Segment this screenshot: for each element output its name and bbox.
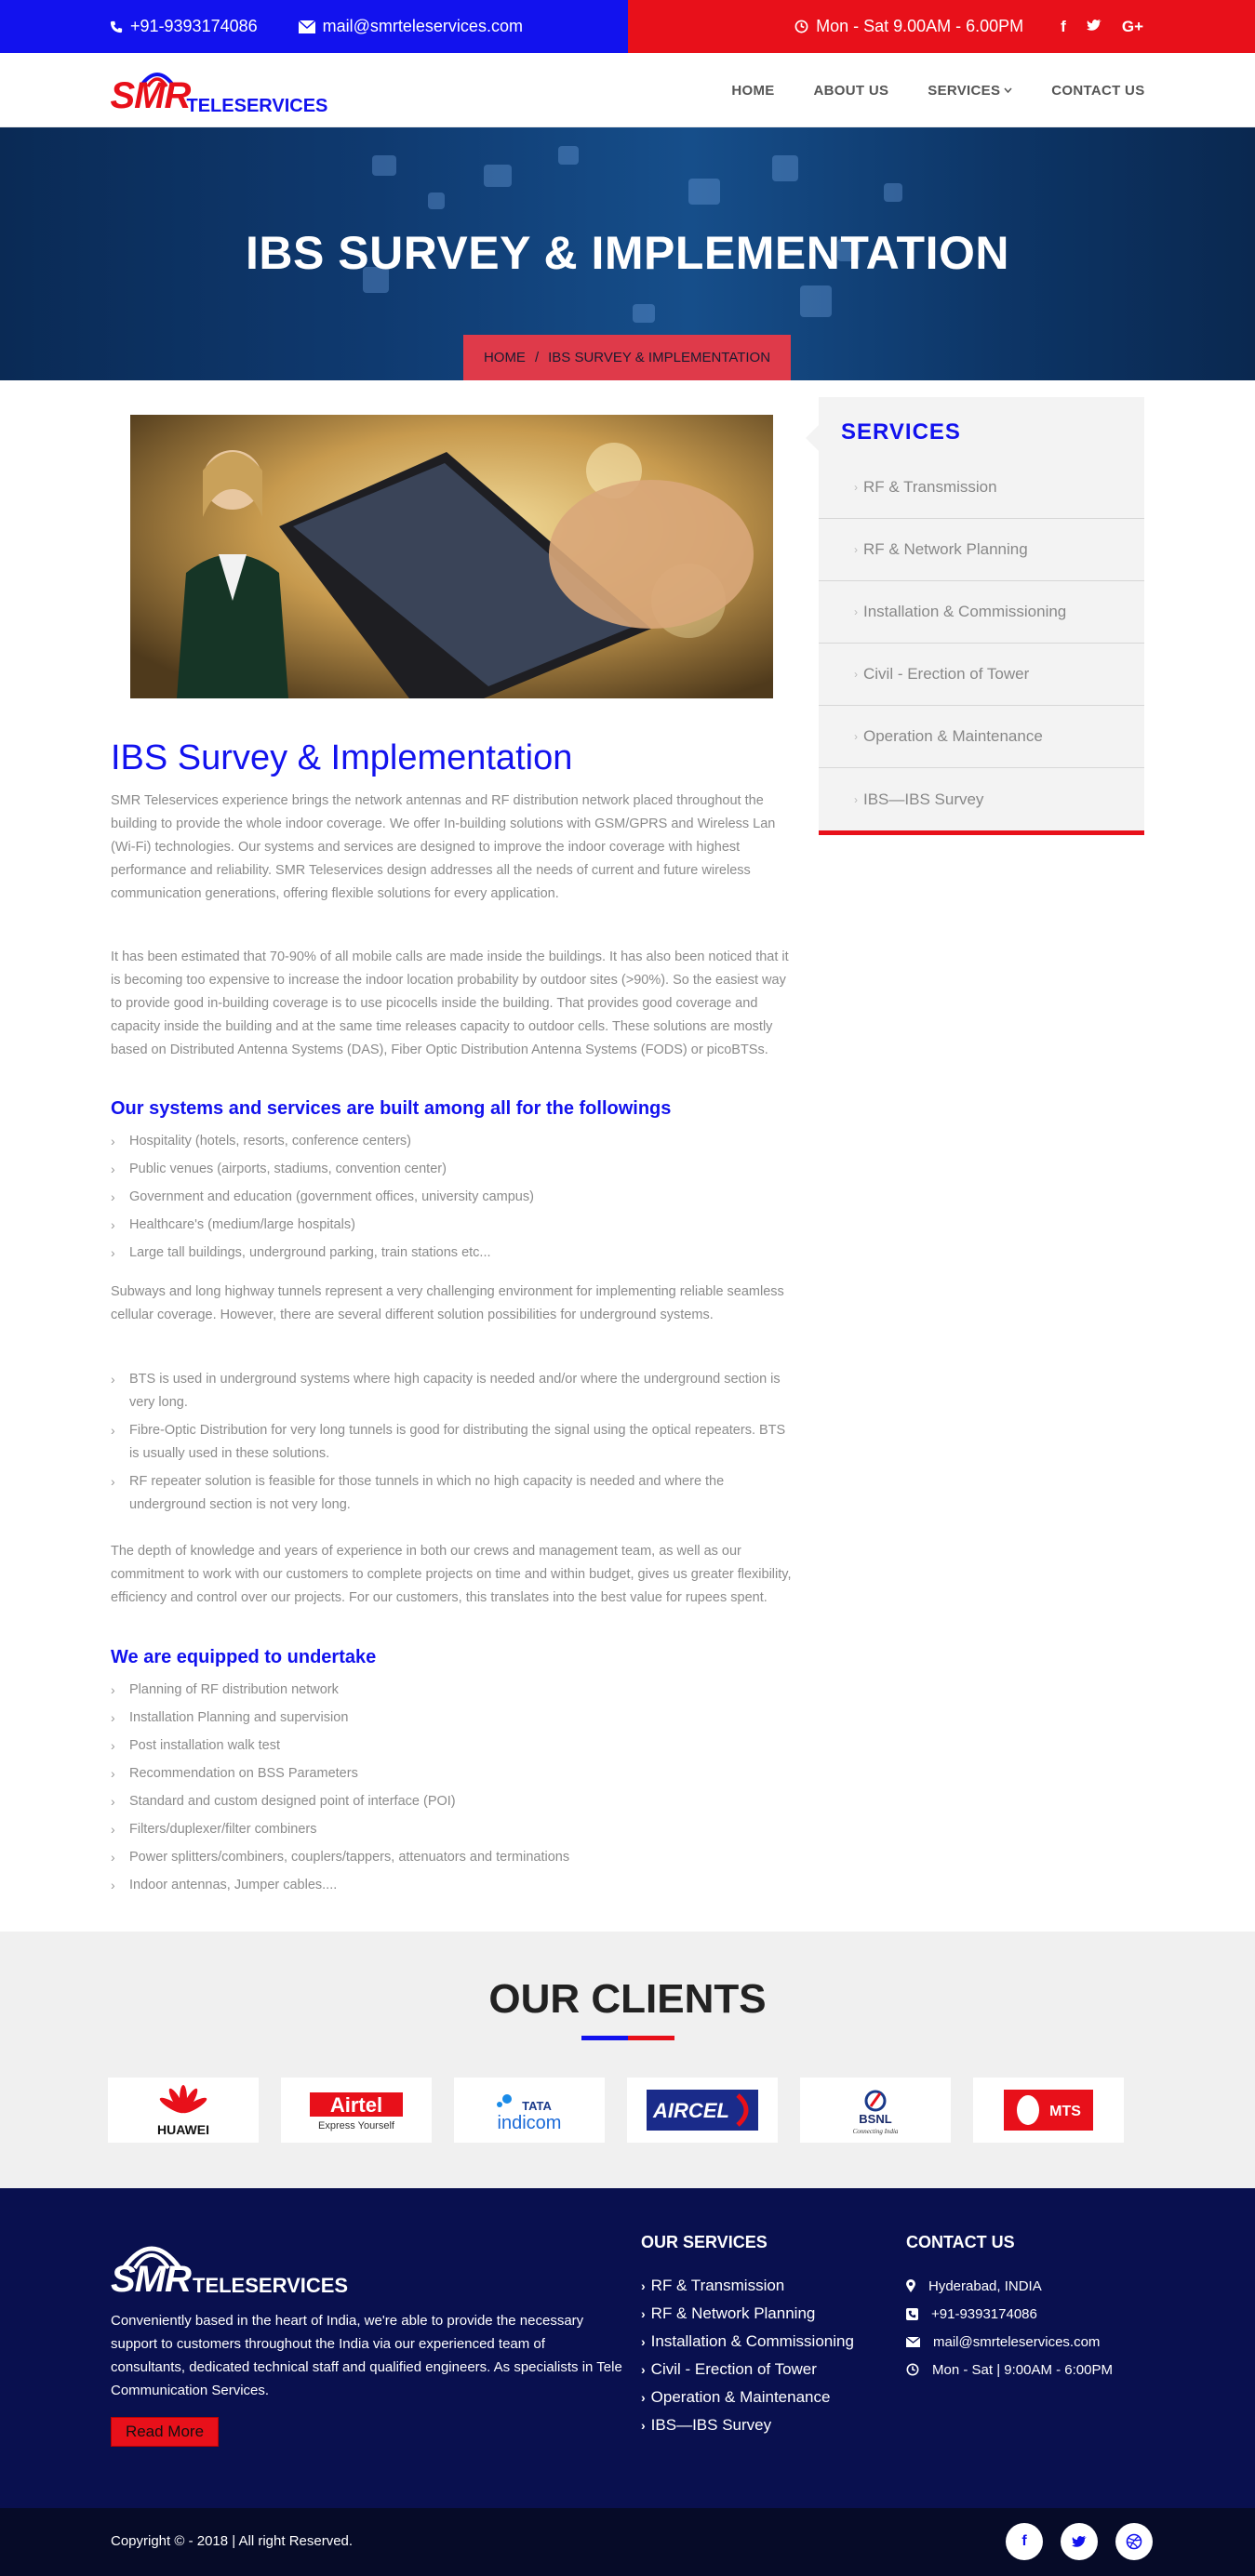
nav-services[interactable] [928,83,1012,99]
footer-services-title: OUR SERVICES [641,2233,768,2251]
chevron-right-icon: › [111,1372,115,1387]
systems-list [111,1130,793,1269]
envelope-icon [299,20,315,33]
footer-contact-list [906,2272,1113,2383]
page-title: IBS SURVEY & IMPLEMENTATION [246,227,1009,279]
client-logo-huawei [108,2078,259,2143]
banner-decoration [428,193,445,209]
svg-text:BSNL: BSNL [859,2112,892,2126]
chevron-right-icon: › [111,1878,115,1892]
chevron-right-icon: › [111,1738,115,1753]
dribbble-icon[interactable] [1115,2523,1153,2560]
client-logos [108,2078,1124,2143]
google-plus-icon[interactable]: G+ [1121,17,1143,35]
breadcrumb [463,335,791,380]
chevron-right-icon: › [111,1217,115,1232]
list-item: › Standard and custom designed point of interface (POI) [111,1790,793,1818]
top-hours-text: Mon - Sat 9.00AM - 6.00PM [816,17,1024,35]
breadcrumb-home[interactable]: HOME [483,350,526,365]
chevron-right-icon: › [641,2278,646,2293]
footer-logo[interactable] [111,2233,371,2307]
chevron-right-icon: › [854,668,858,681]
service-image [130,415,773,698]
banner-decoration [688,179,720,205]
top-hours [794,17,1023,36]
chevron-right-icon: › [111,1766,115,1781]
page-banner [0,127,1255,380]
banner-decoration [772,155,798,181]
phone-icon [906,2308,918,2320]
copyright: Copyright © - 2018 | All right Reserved. [111,2533,354,2549]
footer-phone[interactable]: +91-9393174086 [906,2300,1113,2328]
service-heading: IBS Survey & Implementation [111,738,573,777]
svg-text:Express Yourself: Express Yourself [318,2120,394,2131]
banner-decoration [372,155,396,176]
client-logo-bsnl [800,2078,951,2143]
sidebar-item-network-planning[interactable]: › RF & Network Planning [819,519,1144,581]
svg-text:HUAWEI: HUAWEI [157,2122,209,2137]
chevron-right-icon: › [111,1710,115,1725]
list-item: › Post installation walk test [111,1734,793,1762]
footer-hours: Mon - Sat | 9:00AM - 6:00PM [906,2356,1113,2383]
systems-subheading: Our systems and services are built among all for the followings [111,1098,672,1119]
bottom-bar [0,2508,1255,2576]
banner-decoration [484,165,512,187]
site-logo[interactable] [110,62,328,118]
list-item: › Large tall buildings, underground parking, train stations etc... [111,1242,793,1269]
chevron-right-icon: › [111,1162,115,1176]
chevron-right-icon: › [111,1822,115,1837]
footer-service-link[interactable]: › Civil - Erection of Tower [641,2360,817,2378]
chevron-right-icon: › [854,481,858,494]
chevron-right-icon: › [641,2306,646,2321]
footer-about: Conveniently based in the heart of India, we're able to provide the necessary support to customers throughout the India via our experienced team of consultants, dedicated technical staff and qualified engineers. As specialists in Tele Communication Services. [111,2313,622,2398]
sidebar-item-installation[interactable]: › Installation & Commissioning [819,581,1144,644]
nav-contact[interactable]: CONTACT US [1051,82,1145,99]
sidebar-notch [806,425,819,451]
client-logo-tata-indicom [454,2078,605,2143]
chevron-right-icon: › [854,792,858,806]
clock-icon [906,2363,919,2376]
chevron-right-icon: › [854,730,858,743]
footer-contact-title: CONTACT US [906,2233,1015,2251]
sidebar-item-operation[interactable]: › Operation & Maintenance [819,706,1144,768]
site-footer [0,2188,1255,2508]
list-item: › Power splitters/combiners, couplers/tappers, attenuators and terminations [111,1846,793,1874]
chevron-right-icon: › [111,1682,115,1697]
top-bar-hours [628,0,1255,53]
phone-icon [110,20,123,33]
twitter-icon[interactable] [1087,18,1101,36]
breadcrumb-separator: / [534,350,540,365]
footer-services-list [641,2272,854,2439]
client-logo-aircel [627,2078,778,2143]
clock-icon [794,20,808,33]
facebook-icon[interactable]: f [1061,17,1066,35]
chevron-right-icon: › [111,1189,115,1204]
chevron-right-icon: › [111,1850,115,1865]
clients-title: OUR CLIENTS [488,1976,767,2022]
footer-logo-sub: TELESERVICES [193,2274,349,2297]
footer-email[interactable]: mail@smrteleservices.com [906,2328,1113,2356]
footer-service-link[interactable]: › Operation & Maintenance [641,2388,831,2406]
top-bar [0,0,1255,53]
content-area [0,380,1255,1933]
banner-decoration [800,285,832,317]
chevron-right-icon: › [641,2334,646,2349]
top-bar-contact [0,0,628,53]
footer-social [1006,2523,1153,2560]
nav-services-label: SERVICES [928,82,1001,99]
equipped-subheading: We are equipped to undertake [111,1647,377,1667]
chevron-right-icon: › [111,1245,115,1260]
chevron-right-icon: › [854,605,858,618]
list-item: › Recommendation on BSS Parameters [111,1762,793,1790]
sidebar-title: SERVICES [841,419,961,445]
footer-service-link[interactable]: › RF & Network Planning [641,2304,816,2322]
chevron-right-icon: › [111,1794,115,1809]
footer-service-link[interactable]: › RF & Transmission [641,2277,785,2294]
banner-decoration [633,304,655,323]
title-underline [581,2036,674,2040]
list-item: › Planning of RF distribution network [111,1679,793,1706]
footer-service-link[interactable]: › Installation & Commissioning [641,2332,854,2350]
list-item: › Fibre-Optic Distribution for very long tunnels is good for distributing the signal using the optical repeaters. BTS is usually used in these solutions. [111,1419,793,1466]
chevron-right-icon: › [641,2390,646,2405]
sidebar-item-rf-transmission[interactable]: › RF & Transmission [819,457,1144,519]
envelope-icon [906,2337,920,2347]
main-navbar [0,53,1255,127]
chevron-right-icon: › [111,1423,115,1438]
clients-section [0,1932,1255,2188]
list-item: › BTS is used in underground systems where high capacity is needed and/or where the underground section is very long. [111,1368,793,1414]
subway-paragraph: Subways and long highway tunnels represent a very challenging environment for implementing reliable seamless cellular coverage. However, there are several different solution possibilities for underground systems. [111,1284,784,1322]
chevron-right-icon: › [111,1474,115,1489]
nav-about[interactable]: ABOUT US [813,82,889,99]
top-phone[interactable] [110,17,258,36]
top-email[interactable] [299,17,523,36]
top-email-text: mail@smrteleservices.com [322,17,523,35]
map-marker-icon [906,2279,915,2292]
svg-text:Connecting India: Connecting India [852,2128,899,2135]
list-item: › Indoor antennas, Jumper cables.... [111,1874,793,1902]
twitter-icon[interactable] [1061,2523,1098,2560]
equipped-list [111,1679,793,1902]
footer-logo-brand: SMR [111,2259,191,2300]
chevron-right-icon: › [854,543,858,556]
list-item: › Public venues (airports, stadiums, convention center) [111,1158,793,1186]
top-phone-text: +91-9393174086 [130,17,258,35]
list-item: › Government and education (government offices, university campus) [111,1186,793,1214]
banner-decoration [558,146,579,165]
nav-menu [731,83,1144,99]
sidebar-item-civil-tower[interactable]: › Civil - Erection of Tower [819,644,1144,706]
client-logo-airtel [281,2078,432,2143]
chevron-down-icon [1004,87,1012,93]
estimate-paragraph: It has been estimated that 70-90% of all mobile calls are made inside the buildings. It has also been noticed that it is becoming too expensive to increase the indoor location probability by outdoor sites (>90%). So the easiest way to provide good in-building coverage is to use picocells inside the building. That provides good coverage and capacity inside the building and at the same time releases capacity to outdoor cells. These solutions are mostly based on Distributed Antenna Systems (DAS), Fiber Optic Distribution Antenna Systems (FODS) or picoBTSs. [111,949,789,1057]
services-sidebar [819,397,1144,835]
list-item: › Hospitality (hotels, resorts, conference centers) [111,1130,793,1158]
intro-paragraph: SMR Teleservices experience brings the network antennas and RF distribution network placed throughout the building to provide the whole indoor coverage. We offer In-building solutions with GSM/GPRS and Wireless Lan (Wi-Fi) technologies. Our systems and services are designed to improve the indoor coverage with highest performance and reliability. SMR Teleservices design addresses all the needs of current and future wireless communication generations, offering flexible solutions for every application. [111,793,776,901]
svg-text:indicom: indicom [497,2113,562,2133]
footer-location: Hyderabad, INDIA [906,2272,1113,2300]
chevron-right-icon: › [641,2362,646,2377]
sidebar-item-ibs[interactable]: › IBS—IBS Survey [854,790,984,808]
logo-brand: SMR [110,75,191,116]
logo-sub: TELESERVICES [186,96,328,116]
list-item: › RF repeater solution is feasible for those tunnels in which no high capacity is needed and where the underground section is not very long. [111,1470,793,1517]
svg-text:MTS: MTS [1049,2104,1081,2119]
client-logo-mts [973,2078,1124,2143]
svg-text:AIRCEL: AIRCEL [653,2099,729,2122]
list-item: › Filters/duplexer/filter combiners [111,1818,793,1846]
nav-home[interactable]: HOME [731,82,775,99]
list-item: › Installation Planning and supervision [111,1706,793,1734]
banner-decoration [884,183,902,202]
footer-service-link[interactable]: › IBS—IBS Survey [641,2416,772,2434]
svg-text:Airtel: Airtel [329,2093,383,2117]
chevron-right-icon: › [641,2418,646,2433]
list-item: › Healthcare's (medium/large hospitals) [111,1214,793,1242]
read-more-button[interactable]: Read More [111,2417,219,2447]
experience-paragraph: The depth of knowledge and years of experience in both our crews and management team, as well as our commitment to work with our customers to complete projects on time and within budget, gives us greater flexibility, efficiency and control over our projects. For our customers, this translates into the best value for rupees spent. [111,1544,792,1605]
svg-text:TATA: TATA [522,2099,552,2113]
tunnel-solutions-list [111,1368,793,1517]
facebook-icon[interactable]: f [1006,2523,1043,2560]
breadcrumb-current: IBS SURVEY & IMPLEMENTATION [548,350,771,365]
chevron-right-icon: › [111,1134,115,1149]
top-social [1040,18,1143,36]
